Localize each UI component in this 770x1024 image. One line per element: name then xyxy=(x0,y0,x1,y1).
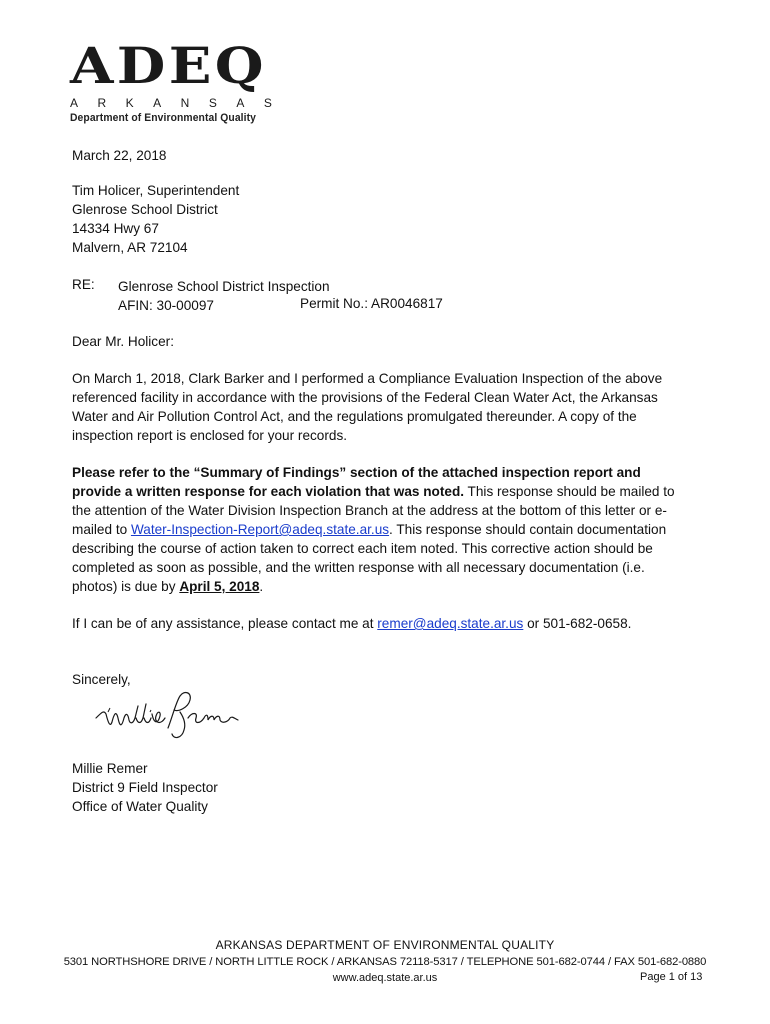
paragraph-2-text: photos) is due by xyxy=(72,579,180,594)
paragraph-2 xyxy=(72,463,692,596)
paragraph-2-line xyxy=(72,577,692,596)
paragraph-2-line xyxy=(72,520,692,539)
signer-office: Office of Water Quality xyxy=(72,799,208,814)
adeq-logo xyxy=(70,36,300,124)
signer-title: District 9 Field Inspector xyxy=(72,780,218,795)
paragraph-2-text: . xyxy=(259,579,264,594)
paragraph-2-text: This response should be mailed to xyxy=(464,484,675,499)
paragraph-2-line: completed as soon as possible, and the written response with all necessary documentation (i.e. xyxy=(72,560,645,575)
contact-email-link[interactable]: remer@adeq.state.ar.us xyxy=(377,616,524,631)
footer-address: 5301 NORTHSHORE DRIVE / NORTH LITTLE ROCK / ARKANSAS 72118-5317 / TELEPHONE 501-682-0744 / FAX 501-682-0880 xyxy=(63,956,707,968)
closing: Sincerely, xyxy=(72,672,131,687)
paragraph-2-line xyxy=(72,482,692,501)
logo-state: ARKANSAS xyxy=(70,96,292,110)
paragraph-3 xyxy=(72,614,692,633)
paragraph-2-bold-line: Please refer to the “Summary of Findings” section of the attached inspection report and xyxy=(72,465,641,480)
re-afin: AFIN: 30-00097 xyxy=(118,298,214,313)
signer-name: Millie Remer xyxy=(72,761,148,776)
paragraph-1-line: referenced facility in accordance with the provisions of the Federal Clean Water Act, the Arkansas xyxy=(72,390,658,405)
signature-image xyxy=(88,688,248,748)
recipient-address xyxy=(72,181,239,257)
due-date: April 5, 2018 xyxy=(179,579,260,594)
logo-department: Department of Environmental Quality xyxy=(70,112,257,124)
paragraph-3-line xyxy=(72,614,692,633)
paragraph-1-line: On March 1, 2018, Clark Barker and I performed a Compliance Evaluation Inspection of the above xyxy=(72,371,663,386)
recipient-organization: Glenrose School District xyxy=(72,202,218,217)
paragraph-2-line: describing the course of action taken to correct each item noted. This corrective action should be xyxy=(72,541,653,556)
footer-website: www.adeq.state.ar.us xyxy=(332,972,438,984)
paragraph-1-line: inspection report is enclosed for your records. xyxy=(72,428,348,443)
recipient-name: Tim Holicer, Superintendent xyxy=(72,183,240,198)
letter-date: March 22, 2018 xyxy=(72,148,167,163)
paragraph-1-line: Water and Air Pollution Control Act, and the regulations promulgated thereunder. A copy of the xyxy=(72,409,637,424)
paragraph-2-text: mailed to xyxy=(72,522,131,537)
paragraph-2-text: . This response should contain documentation xyxy=(389,522,667,537)
re-permit: Permit No.: AR0046817 xyxy=(300,296,443,311)
re-label: RE: xyxy=(72,277,95,292)
paragraph-3-text: or 501-682-0658. xyxy=(523,616,632,631)
re-block xyxy=(118,277,330,315)
signer-block xyxy=(72,759,218,816)
paragraph-2-line: the attention of the Water Division Inspection Branch at the address at the bottom of this letter or e- xyxy=(72,503,667,518)
re-subject: Glenrose School District Inspection xyxy=(118,279,330,294)
logo-wordmark: ADEQ xyxy=(70,36,267,95)
page-number: Page 1 of 13 xyxy=(640,971,703,983)
paragraph-2-bold-text: provide a written response for each violation that was noted. xyxy=(72,484,465,499)
paragraph-3-text: If I can be of any assistance, please contact me at xyxy=(72,616,378,631)
recipient-street: 14334 Hwy 67 xyxy=(72,221,159,236)
salutation: Dear Mr. Holicer: xyxy=(72,334,174,349)
inspection-report-email-link[interactable]: Water-Inspection-Report@adeq.state.ar.us xyxy=(130,522,390,537)
recipient-city: Malvern, AR 72104 xyxy=(72,240,188,255)
paragraph-1 xyxy=(72,369,692,445)
footer-organization: ARKANSAS DEPARTMENT OF ENVIRONMENTAL QUALITY xyxy=(215,938,555,952)
